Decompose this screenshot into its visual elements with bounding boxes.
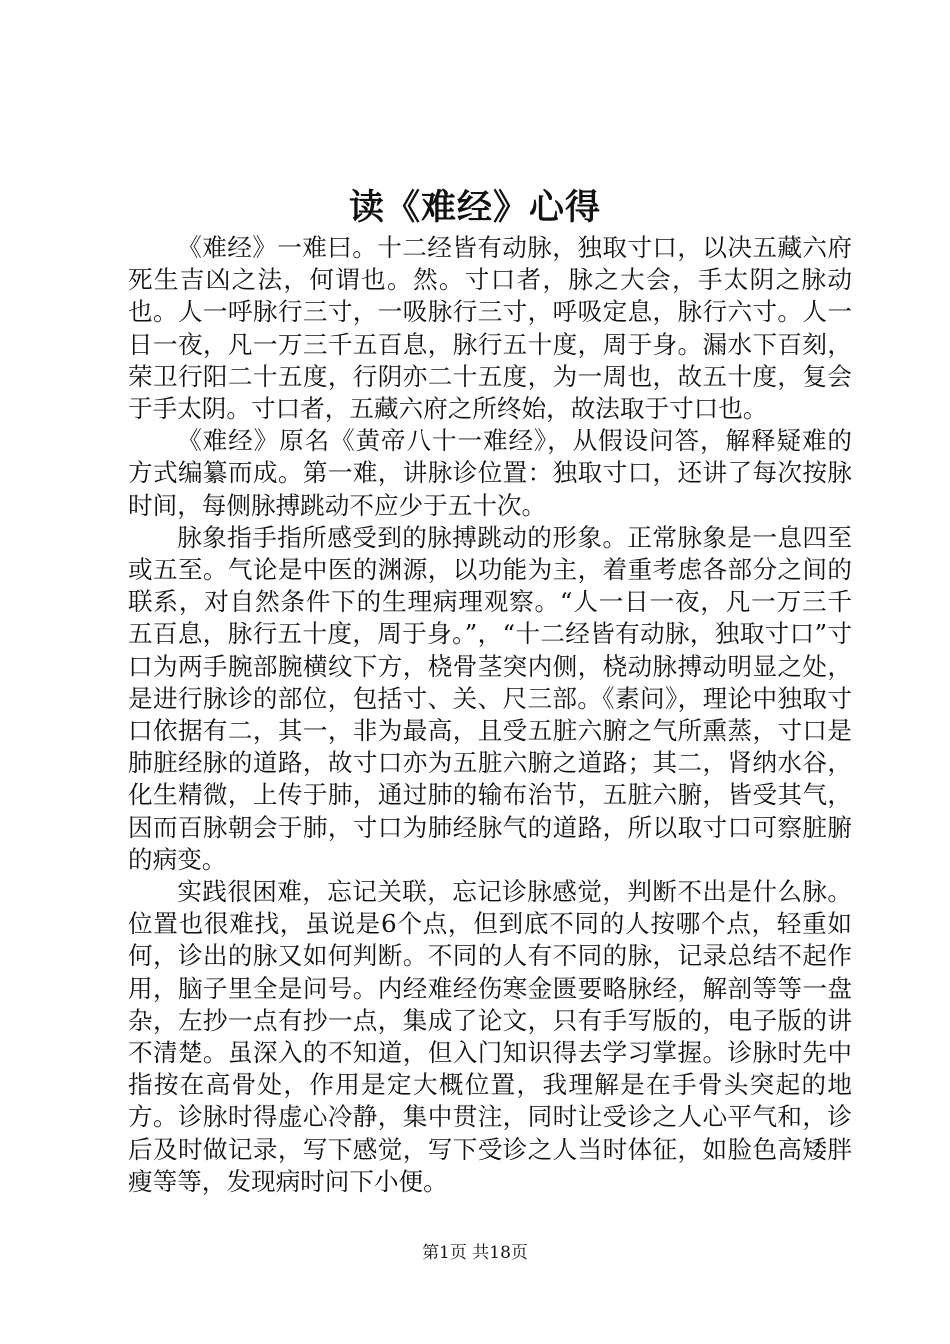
- document-title: 读《难经》心得: [348, 187, 601, 228]
- paragraph-3: 脉象指手指所感受到的脉搏跳动的形象。正常脉象是一息四至或五至。气论是中医的渊源，以功能为主，着重考虑各部分之间的联系，对自然条件下的生理病理观察。“人一日一夜，凡一万三千五百息，脉行五十度，周于身。”，“十二经皆有动脉，独取寸口”寸口为两手腕部腕横纹下方，桡骨茎突内侧，桡动脉搏动明显之处，是进行脉诊的部位，包括寸、关、尺三部。《素问》，理论中独取寸口依据有二，其一，非为最高，且受五脏六腑之气所熏蒸，寸口是肺脏经脉的道路，故寸口亦为五脏六腑之道路；其二，肾纳水谷，化生精微，上传于肺，通过肺的输布治节，五脏六腑，皆受其气，因而百脉朝会于肺，寸口为肺经脉气的道路，所以取寸口可察脏腑的病变。: [128, 522, 852, 874]
- paragraph-2: 《难经》原名《黄帝八十一难经》，从假设问答，解释疑难的方式编纂而成。第一难，讲脉诊位置：独取寸口，还讲了每次按脉时间，每侧脉搏跳动不应少于五十次。: [128, 426, 852, 520]
- document-body: [128, 232, 852, 1198]
- paragraph-4: 实践很困难，忘记关联，忘记诊脉感觉，判断不出是什么脉。位置也很难找，虽说是6个点，但到底不同的人按哪个点，轻重如何，诊出的脉又如何判断。不同的人有不同的脉，记录总结不起作用，脑子里全是问号。内经难经伤寒金匮要略脉经，解剖等等一盘杂，左抄一点有抄一点，集成了论文，只有手写版的，电子版的讲不清楚。虽深入的不知道，但入门知识得去学习掌握。诊脉时先中指按在高骨处，作用是定大概位置，我理解是在手骨头突起的地方。诊脉时得虚心冷静，集中贯注，同时让受诊之人心平气和，诊后及时做记录，写下感觉，写下受诊之人当时体征，如脸色高矮胖瘦等等，发现病时问下小便。: [128, 877, 852, 1196]
- page-footer: 第1页 共18页: [422, 1243, 528, 1263]
- paragraph-1: 《难经》一难曰。十二经皆有动脉，独取寸口，以决五藏六府死生吉凶之法，何谓也。然。寸口者，脉之大会，手太阴之脉动也。人一呼脉行三寸，一吸脉行三寸，呼吸定息，脉行六寸。人一日一夜，凡一万三千五百息，脉行五十度，周于身。漏水下百刻，荣卫行阳二十五度，行阴亦二十五度，为一周也，故五十度，复会于手太阴。寸口者，五藏六府之所终始，故法取于寸口也。: [128, 233, 852, 424]
